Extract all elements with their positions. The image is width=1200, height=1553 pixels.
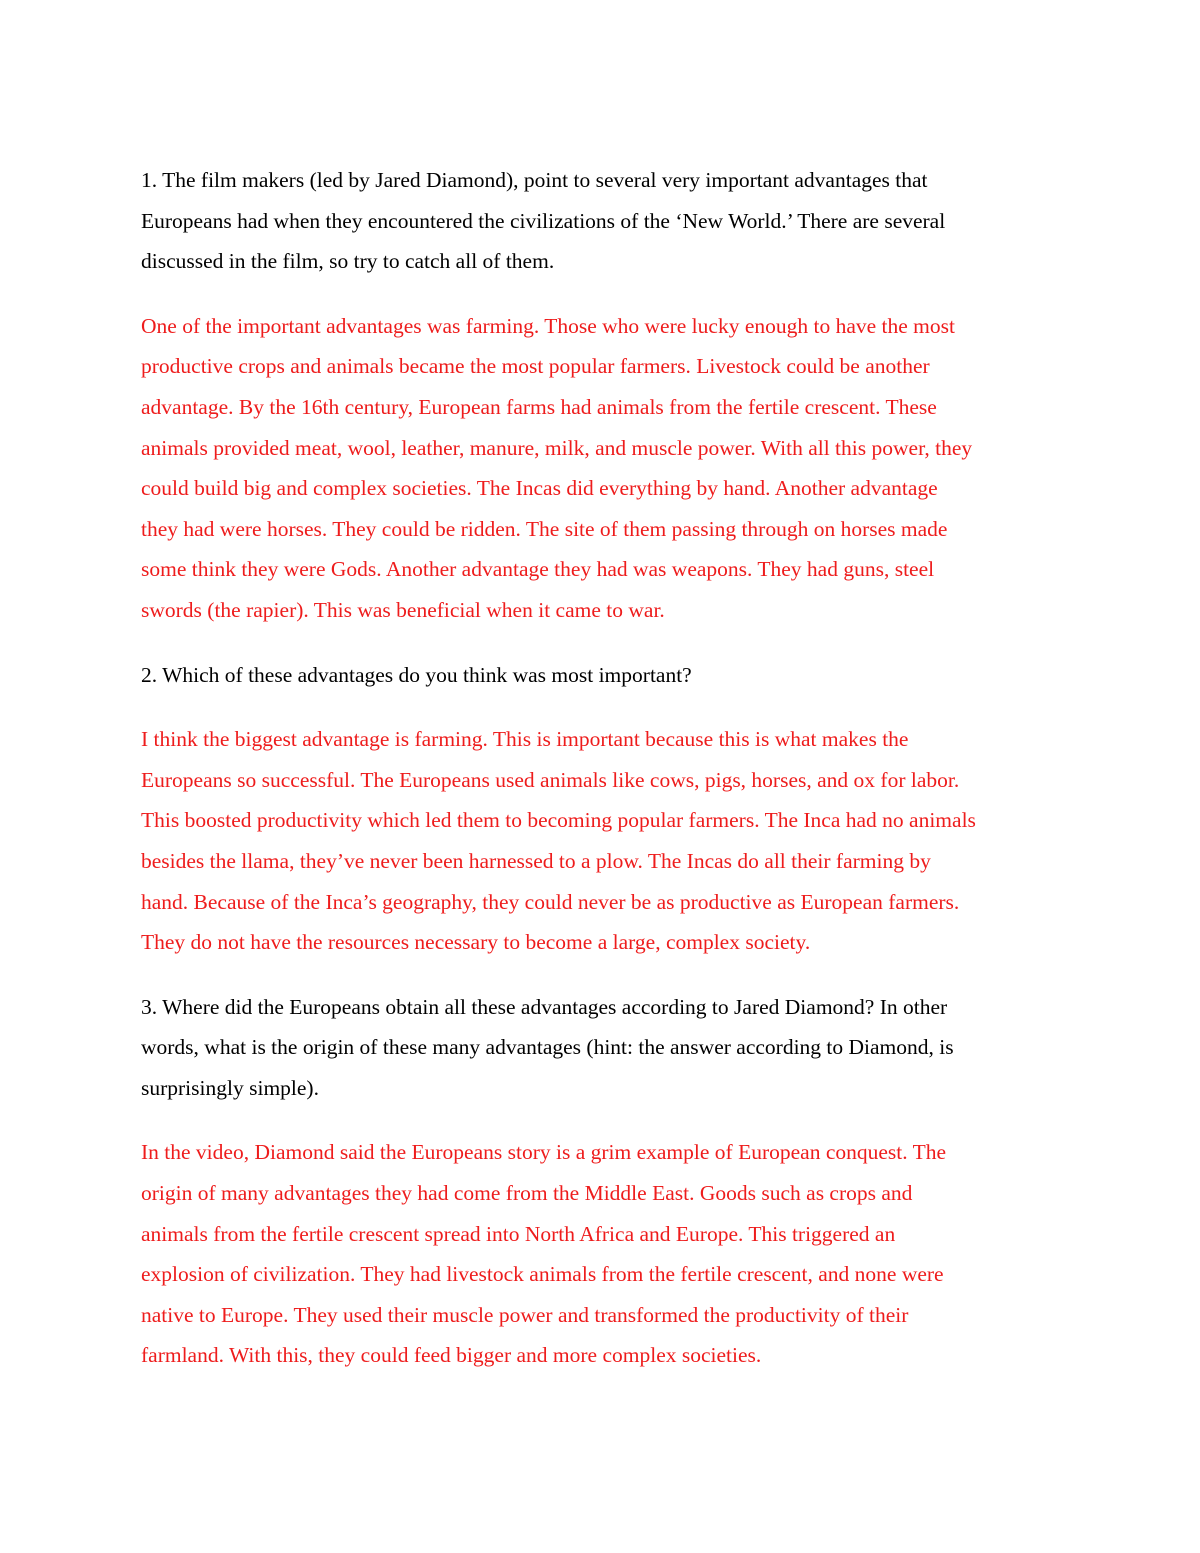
text-line: could build big and complex societies. The Incas did everything by hand. Another advantage	[141, 476, 938, 501]
text-line: 1. The film makers (led by Jared Diamond), point to several very important advantages that	[141, 168, 928, 192]
text-line: 3. Where did the Europeans obtain all these advantages according to Jared Diamond? In other	[141, 994, 948, 1019]
text-line: some think they were Gods. Another advantage they had was weapons. They had guns, steel	[141, 557, 935, 582]
answer-3	[141, 1132, 1061, 1376]
question-1	[141, 160, 1061, 282]
text-line: In the video, Diamond said the Europeans story is a grim example of European conquest. The	[141, 1140, 947, 1165]
text-line: 2. Which of these advantages do you think was most important?	[141, 662, 692, 687]
text-line: native to Europe. They used their muscle power and transformed the productivity of their	[141, 1302, 909, 1327]
answer-1	[141, 306, 1061, 631]
text-line: besides the llama, they’ve never been harnessed to a plow. The Incas do all their farming by	[141, 848, 931, 873]
document-body	[141, 160, 1061, 1400]
text-line: hand. Because of the Inca’s geography, they could never be as productive as European farmers.	[141, 889, 960, 914]
text-line: farmland. With this, they could feed bigger and more complex societies.	[141, 1343, 762, 1368]
text-line: explosion of civilization. They had livestock animals from the fertile crescent, and none were	[141, 1262, 944, 1287]
text-line: they had were horses. They could be ridden. The site of them passing through on horses made	[141, 516, 948, 541]
text-line: origin of many advantages they had come from the Middle East. Goods such as crops and	[141, 1181, 913, 1206]
text-line: advantage. By the 16th century, European farms had animals from the fertile crescent. These	[141, 394, 937, 419]
question-3	[141, 987, 1061, 1109]
text-line: Europeans had when they encountered the civilizations of the ‘New World.’ There are several	[141, 208, 946, 233]
text-line: This boosted productivity which led them to becoming popular farmers. The Inca had no animals	[141, 808, 976, 833]
text-line: Europeans so successful. The Europeans used animals like cows, pigs, horses, and ox for labor.	[141, 767, 960, 792]
text-line: I think the biggest advantage is farming. This is important because this is what makes the	[141, 727, 909, 752]
text-line: animals from the fertile crescent spread into North Africa and Europe. This triggered an	[141, 1221, 896, 1246]
text-line: swords (the rapier). This was beneficial when it came to war.	[141, 597, 665, 622]
text-line: surprisingly simple).	[141, 1075, 319, 1100]
text-line: productive crops and animals became the most popular farmers. Livestock could be another	[141, 354, 930, 379]
text-line: animals provided meat, wool, leather, manure, milk, and muscle power. With all this power, they	[141, 435, 973, 460]
text-line: One of the important advantages was farming. Those who were lucky enough to have the most	[141, 313, 955, 338]
answer-2	[141, 719, 1061, 963]
question-2	[141, 655, 1061, 696]
text-line: They do not have the resources necessary to become a large, complex society.	[141, 930, 811, 955]
text-line: discussed in the film, so try to catch all of them.	[141, 249, 555, 274]
text-line: words, what is the origin of these many advantages (hint: the answer according to Diamond, is	[141, 1035, 954, 1060]
